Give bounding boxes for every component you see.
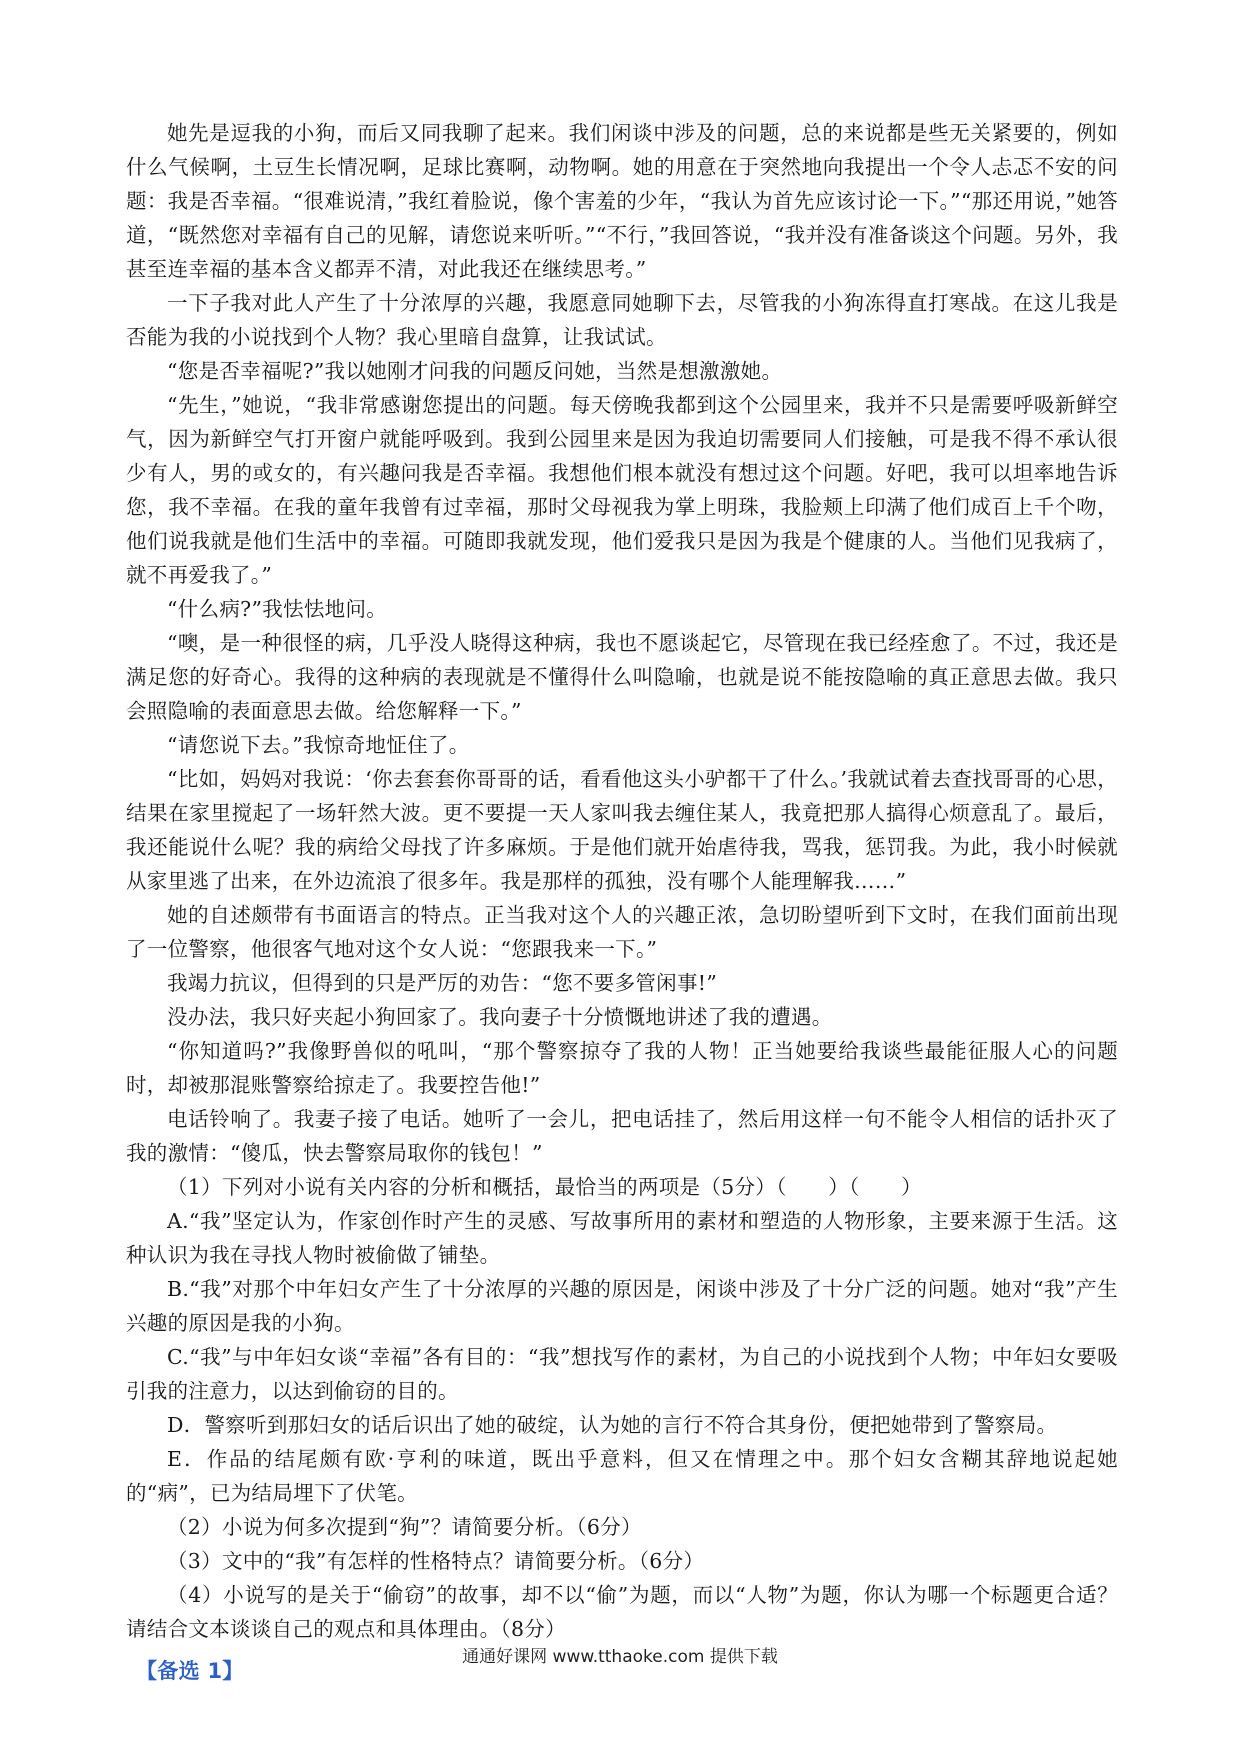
backup-section-label: 【备选 1】: [136, 1659, 244, 1683]
question-4: （4）小说写的是关于“偷窃”的故事，却不以“偷”为题，而以“人物”为题，你认为哪一个标题更合适？请结合文本谈谈自己的观点和具体理由。（8分）: [126, 1583, 1118, 1641]
question-1-stem: （1）下列对小说有关内容的分析和概括，最恰当的两项是（5分）（ ）（ ）: [167, 1175, 922, 1199]
story-paragraph: “您是否幸福呢?”我以她刚才问我的问题反问她，当然是想激激她。: [167, 359, 783, 383]
story-paragraph: “比如，妈妈对我说：‘你去套套你哥哥的话，看看他这头小驴都干了什么。’我就试着去查找哥哥的心思，结果在家里搅起了一场轩然大波。更不要提一天人家叫我去缠住某人，我竟把那人搞得心烦意乱了。最后，我还能说什么呢？我的病给父母找了许多麻烦。于是他们就开始虐待我，骂我，惩罚我。为此，我小时候就从家里逃了出来，在外边流浪了很多年。我是那样的孤独，没有哪个人能理解我……”: [126, 767, 1118, 893]
story-paragraph: “请您说下去。”我惊奇地怔住了。: [167, 733, 470, 757]
option-e: E．作品的结尾颇有欧·亨利的味道，既出乎意料，但又在情理之中。那个妇女含糊其辞地说起她的“病”，已为结局埋下了伏笔。: [126, 1447, 1118, 1505]
story-paragraph: 她先是逗我的小狗，而后又同我聊了起来。我们闲谈中涉及的问题，总的来说都是些无关紧要的，例如什么气候啊，土豆生长情况啊，足球比赛啊，动物啊。她的用意在于突然地向我提出一个令人忐忑不安的问题：我是否幸福。“很难说清，”我红着脸说，像个害羞的少年，“我认为首先应该讨论一下。”“那还用说，”她答道，“既然您对幸福有自己的见解，请您说来听听。”“不行，”我回答说，“我并没有准备谈这个问题。另外，我甚至连幸福的基本含义都弄不清，对此我还在继续思考。”: [126, 121, 1118, 281]
story-paragraph: 她的自述颇带有书面语言的特点。正当我对这个人的兴趣正浓，急切盼望听到下文时，在我们面前出现了一位警察，他很客气地对这个女人说：“您跟我来一下。”: [126, 903, 1118, 961]
page-footer: 通通好课网 www.tthaoke.com 提供下载: [462, 1647, 778, 1667]
story-paragraph: “什么病?”我怯怯地问。: [167, 597, 388, 621]
story-paragraph: 没办法，我只好夹起小狗回家了。我向妻子十分愤慨地讲述了我的遭遇。: [167, 1005, 833, 1029]
question-2: （2）小说为何多次提到“狗”？请简要分析。（6分）: [167, 1515, 642, 1539]
document-body: [126, 116, 1118, 1688]
option-d: D．警察听到那妇女的话后识出了她的破绽，认为她的言行不符合其身份，便把她带到了警察局。: [167, 1413, 1058, 1437]
story-paragraph: 电话铃响了。我妻子接了电话。她听了一会儿，把电话挂了，然后用这样一句不能令人相信的话扑灭了我的激情：“傻瓜，快去警察局取你的钱包！”: [126, 1107, 1118, 1165]
story-paragraph: “先生，”她说，“我非常感谢您提出的问题。每天傍晚我都到这个公园里来，我并不只是需要呼吸新鲜空气，因为新鲜空气打开窗户就能呼吸到。我到公园里来是因为我迫切需要同人们接触，可是我不得不承认很少有人，男的或女的，有兴趣问我是否幸福。我想他们根本就没有想过这个问题。好吧，我可以坦率地告诉您，我不幸福。在我的童年我曾有过幸福，那时父母视我为掌上明珠，我脸颊上印满了他们成百上千个吻，他们说我就是他们生活中的幸福。可随即我就发现，他们爱我只是因为我是个健康的人。当他们见我病了，就不再爱我了。”: [126, 393, 1118, 587]
option-a: A.“我”坚定认为，作家创作时产生的灵感、写故事所用的素材和塑造的人物形象，主要来源于生活。这种认识为我在寻找人物时被偷做了铺垫。: [126, 1209, 1118, 1267]
option-c: C.“我”与中年妇女谈“幸福”各有目的：“我”想找写作的素材，为自己的小说找到个人物；中年妇女要吸引我的注意力，以达到偷窃的目的。: [126, 1345, 1118, 1403]
story-paragraph: 我竭力抗议，但得到的只是严厉的劝告：“您不要多管闲事!”: [167, 971, 718, 995]
story-paragraph: “噢，是一种很怪的病，几乎没人晓得这种病，我也不愿谈起它，尽管现在我已经痊愈了。不过，我还是满足您的好奇心。我得的这种病的表现就是不懂得什么叫隐喻，也就是说不能按隐喻的真正意思去做。我只会照隐喻的表面意思去做。给您解释一下。”: [126, 631, 1118, 723]
option-b: B.“我”对那个中年妇女产生了十分浓厚的兴趣的原因是，闲谈中涉及了十分广泛的问题。她对“我”产生兴趣的原因是我的小狗。: [126, 1277, 1118, 1335]
story-paragraph: “你知道吗?”我像野兽似的吼叫，“那个警察掠夺了我的人物！正当她要给我谈些最能征服人心的问题时，却被那混账警察给掠走了。我要控告他!”: [126, 1039, 1118, 1097]
question-3: （3）文中的“我”有怎样的性格特点？请简要分析。（6分）: [167, 1549, 705, 1573]
story-paragraph: 一下子我对此人产生了十分浓厚的兴趣，我愿意同她聊下去，尽管我的小狗冻得直打寒战。在这儿我是否能为我的小说找到个人物？我心里暗自盘算，让我试试。: [126, 291, 1118, 349]
